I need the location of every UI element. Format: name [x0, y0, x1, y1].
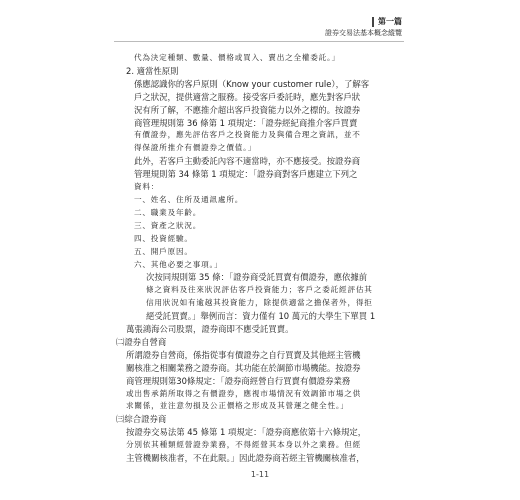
quote-line: 有價證券，應先評估客戶之投資能力及與備合理之資訊，並不	[134, 130, 361, 140]
page-header	[0, 17, 520, 41]
text-line: 係應認識你的客戶原則（Know your customer rule），了解客	[134, 78, 370, 89]
list-item: 五、開戶原因。	[134, 246, 193, 256]
list-item: 三、資產之狀況。	[134, 220, 202, 230]
quote-line: 條之資料及往來狀況評估客戶投資能力；客戶之委託經評估其	[146, 285, 373, 295]
quote-line: 資料：	[134, 182, 160, 192]
list-item: 四、投資經驗。	[134, 233, 193, 243]
text-line: 次按同規則第 35 條：「證券商受託買賣有價證券，應依據前	[146, 272, 368, 283]
text-line: 代為決定種類、數量、價格或買入、賣出之全權委託。」	[134, 53, 341, 62]
quote-line: 得保證所推介有價證券之價值。」	[134, 143, 257, 153]
quote-line: 求關係，並注意勿損及公正價格之形成及其營運之健全性。」	[126, 401, 349, 411]
quote-line: 分別依其種類經營證券業務，不得經營其本身以外之業務。但經	[126, 440, 362, 450]
list-item: 六、其他必要之事項。」	[134, 259, 223, 269]
text-line: 絕受託買賣。」舉例而言：資力僅有 10 萬元的大學生下單買 1	[146, 311, 376, 322]
chapter-label: 第一篇	[372, 17, 402, 27]
section-heading: ㈢綜合證券商	[116, 414, 167, 425]
text-line: 戶之狀況，提供適當之服務。接受客戶委託時，應先對客戶狀	[134, 91, 361, 102]
text-line: 主管機關核准者，不在此限。」因此證券商若經主管機關核准者，	[126, 453, 365, 464]
text-line: 商管理規則第30條規定：「證券商經營自行買賣有價證券業務	[126, 375, 351, 386]
text-line: 此外，若客戶主動委託內容不適當時，亦不應接受。按證券商	[134, 156, 361, 167]
quote-line: 信用狀況如有逾越其投資能力，除提供適當之擔保者外，得拒	[146, 298, 373, 308]
list-item: 二、職業及年齡。	[134, 207, 202, 217]
list-item: 一、姓名、住所及通訊處所。	[134, 194, 244, 204]
body-text	[116, 52, 404, 465]
running-title: 證券交易法基本概念縱覽	[325, 29, 402, 37]
quote-line: 或出售承銷所取得之有價證券，應視市場情況有效調節市場之供	[126, 388, 362, 398]
section-heading: ㈡證券自營商	[116, 336, 167, 347]
page-number: 1-11	[250, 470, 270, 479]
text-line: 所謂證券自營商，係指從事有價證券之自行買賣及其他經主管機	[126, 349, 361, 360]
text-line: 商管理規則第 36 條第 1 項規定：「證券經紀商推介客戶買賣	[134, 117, 358, 128]
text-line: 萬張鴻海公司股票，證券商即不應受託買賣。	[126, 324, 294, 335]
text-line: 關核准之相關業務之證券商。其功能在於調節市場機能。按證券	[126, 362, 361, 373]
section-heading: 2. 適當性原則	[126, 65, 179, 76]
text-line: 按證券交易法第 45 條第 1 項規定：「證券商應依第十六條規定，	[126, 427, 367, 438]
text-line: 況有所了解，不應推介超出客戶投資能力以外之標的。按證券	[134, 104, 361, 115]
header-rule	[114, 41, 404, 42]
text-line: 管理規則第 34 條第 1 項規定：「證券商對客戶應建立下列之	[134, 169, 358, 180]
